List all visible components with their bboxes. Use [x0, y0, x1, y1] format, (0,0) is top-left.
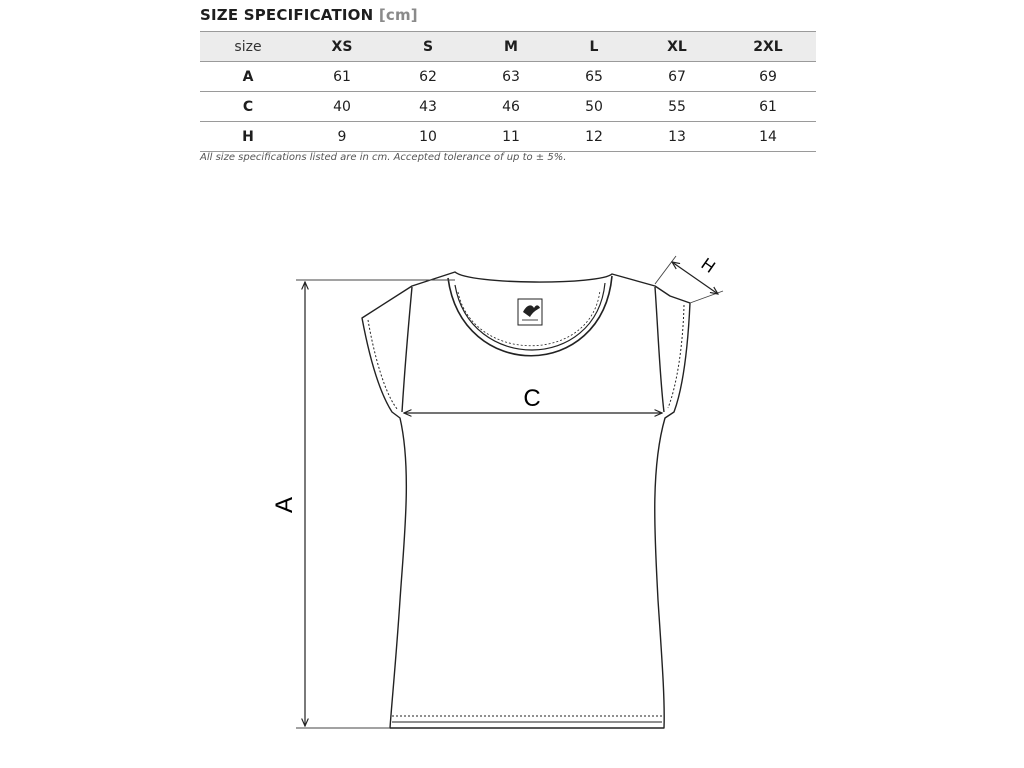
spec-title-text: SIZE SPECIFICATION [200, 6, 374, 24]
table-cell: 55 [668, 98, 686, 115]
table-cell: 40 [333, 98, 351, 115]
table-cell: 43 [419, 98, 437, 115]
neck-label [518, 299, 542, 325]
table-cell: 61 [333, 68, 351, 85]
dimension-h [655, 254, 723, 303]
table-cell: 63 [502, 68, 520, 85]
tolerance-note: All size specifications listed are in cm. Accepted tolerance of up to ± 5%. [200, 152, 567, 163]
table-cell: 9 [337, 128, 347, 145]
header-l: L [589, 38, 599, 55]
spec-unit: [cm] [378, 6, 418, 24]
table-cell: 12 [585, 128, 603, 145]
table-cell: 14 [759, 128, 777, 145]
row-label-a: A [242, 68, 254, 85]
label-h: H [697, 254, 719, 277]
table-cell: 67 [668, 68, 686, 85]
table-cell: 46 [502, 98, 520, 115]
table-cell: 13 [668, 128, 686, 145]
row-label-c: C [242, 98, 254, 115]
header-xs: XS [331, 38, 353, 55]
table-cell: 50 [585, 98, 603, 115]
header-size: size [234, 38, 262, 55]
dimension-a [271, 280, 455, 728]
table-cell: 61 [759, 98, 777, 115]
label-a: A [271, 496, 298, 514]
header-s: S [422, 38, 434, 55]
header-xl: XL [667, 38, 687, 55]
label-c: C [523, 385, 541, 412]
tshirt-outline [362, 272, 690, 728]
table-cell: 62 [419, 68, 437, 85]
row-label-h: H [242, 128, 254, 145]
table-cell: 11 [502, 128, 520, 145]
dimension-c [404, 385, 662, 413]
table-cell: 69 [759, 68, 777, 85]
header-2xl: 2XL [753, 38, 783, 55]
table-cell: 10 [419, 128, 437, 145]
header-m: M [504, 38, 518, 55]
table-cell: 65 [585, 68, 603, 85]
